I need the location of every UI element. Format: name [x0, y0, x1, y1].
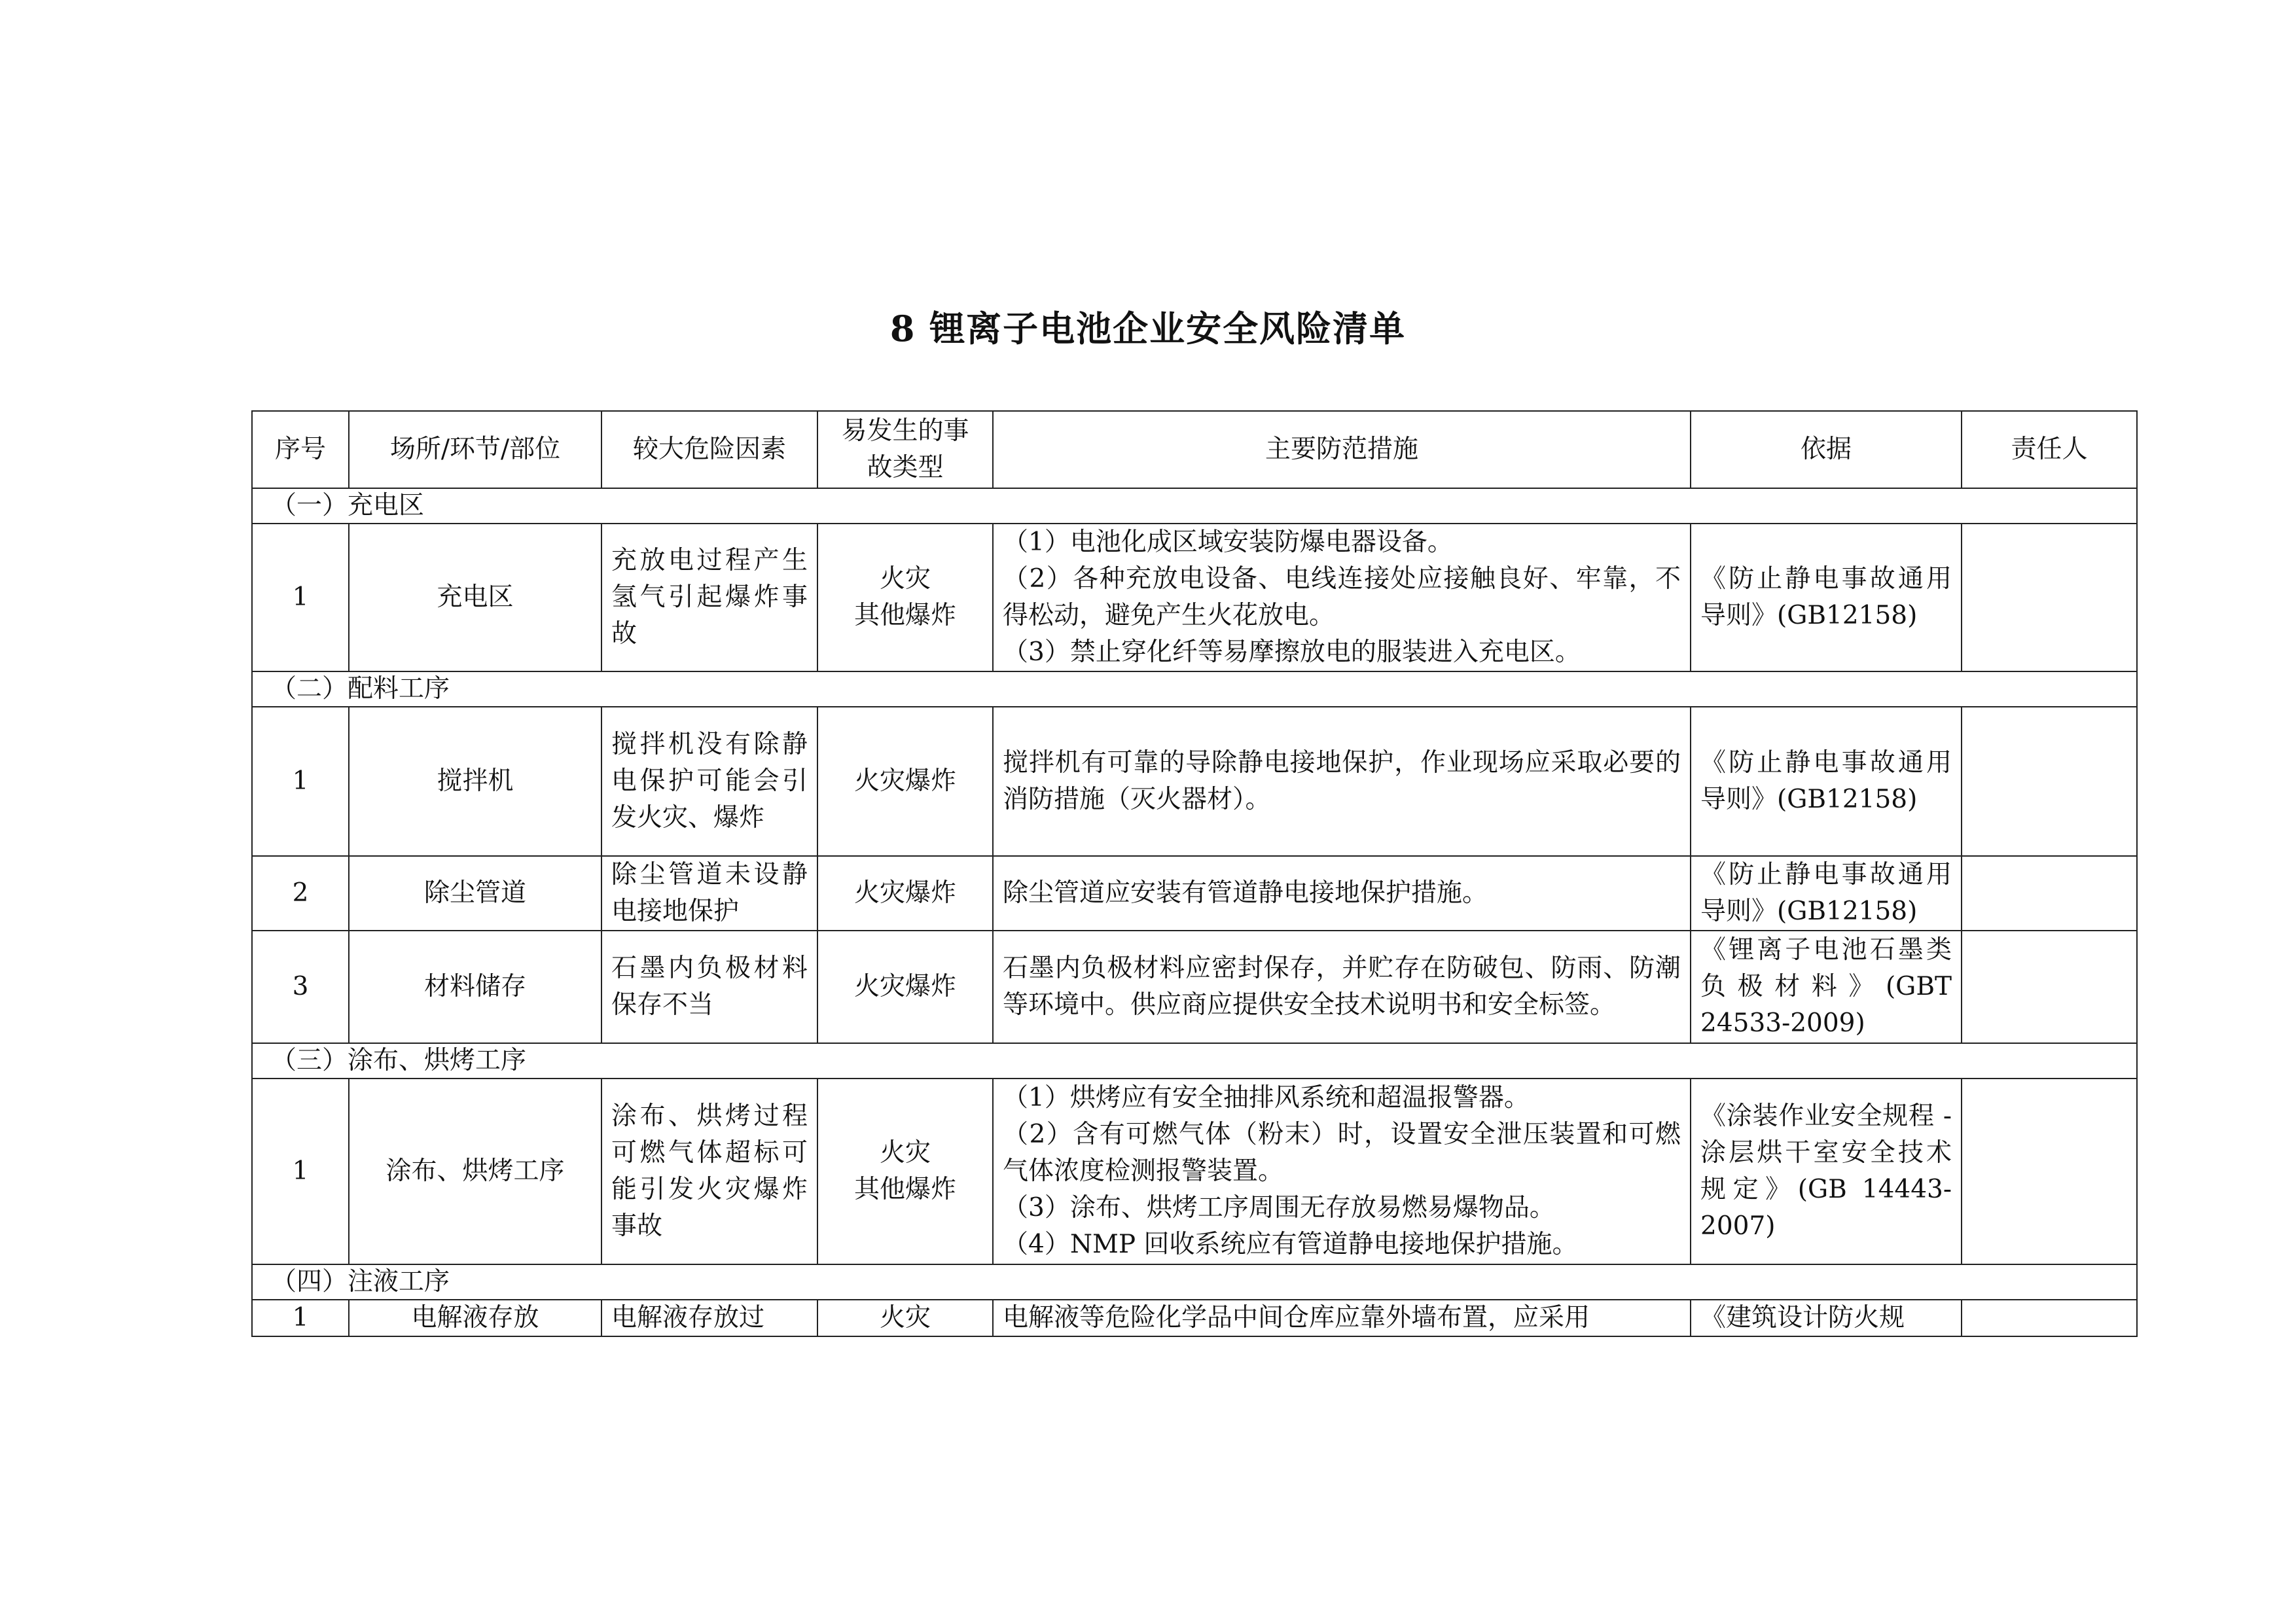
section-row [252, 1264, 2137, 1300]
cell-place: 材料储存 [349, 931, 601, 1043]
measure-line: （3）涂布、烘烤工序周围无存放易燃易爆物品。 [1003, 1193, 1555, 1222]
accident-line: 火灾 [879, 1138, 931, 1168]
risk-table [251, 410, 2138, 1337]
cell-accident [817, 524, 993, 671]
header-accident-line-2: 故类型 [867, 453, 944, 482]
cell-no: 1 [252, 1300, 349, 1336]
cell-hazard: 搅拌机没有除静电保护可能会引发火灾、爆炸 [601, 707, 817, 856]
cell-hazard: 石墨内负极材料保存不当 [601, 931, 817, 1043]
cell-no: 1 [252, 1079, 349, 1264]
table-row [252, 1079, 2137, 1264]
measure-line: （2）含有可燃气体（粉末）时，设置安全泄压装置和可燃气体浓度检测报警装置。 [1003, 1120, 1681, 1186]
cell-basis: 《建筑设计防火规 [1691, 1300, 1962, 1336]
measure-line: 电解液等危险化学品中间仓库应靠外墙布置，应采用 [1003, 1303, 1590, 1332]
section-row [252, 671, 2137, 707]
accident-line: 火灾爆炸 [853, 972, 956, 1001]
cell-responsible [1962, 1079, 2137, 1264]
accident-line: 火灾爆炸 [853, 766, 956, 796]
cell-accident [817, 856, 993, 931]
accident-line: 火灾 [879, 564, 931, 594]
measure-line: 除尘管道应安装有管道静电接地保护措施。 [1003, 878, 1488, 908]
cell-accident [817, 1079, 993, 1264]
cell-accident [817, 1300, 993, 1336]
cell-measures [993, 856, 1691, 931]
table-row [252, 856, 2137, 931]
cell-hazard: 除尘管道未设静电接地保护 [601, 856, 817, 931]
cell-basis: 《防止静电事故通用导则》(GB12158) [1691, 856, 1962, 931]
header-basis: 依据 [1691, 411, 1962, 488]
section-title: （二）配料工序 [252, 671, 2137, 707]
header-place: 场所/环节/部位 [349, 411, 601, 488]
page-title: 8 锂离子电池企业安全风险清单 [889, 308, 1407, 349]
cell-measures [993, 1079, 1691, 1264]
cell-responsible [1962, 524, 2137, 671]
measure-line: （1）电池化成区域安装防爆电器设备。 [1003, 527, 1453, 557]
table-row [252, 707, 2137, 856]
cell-no: 3 [252, 931, 349, 1043]
cell-responsible [1962, 707, 2137, 856]
accident-line: 火灾 [879, 1303, 931, 1332]
cell-no: 1 [252, 707, 349, 856]
cell-place: 除尘管道 [349, 856, 601, 931]
cell-responsible [1962, 931, 2137, 1043]
header-hazard: 较大危险因素 [601, 411, 817, 488]
cell-hazard: 涂布、烘烤过程可燃气体超标可能引发火灾爆炸事故 [601, 1079, 817, 1264]
section-row [252, 488, 2137, 524]
accident-line: 火灾爆炸 [853, 878, 956, 908]
cell-basis: 《防止静电事故通用导则》(GB12158) [1691, 524, 1962, 671]
section-title: （四）注液工序 [252, 1264, 2137, 1300]
measure-line: （3）禁止穿化纤等易摩擦放电的服装进入充电区。 [1003, 637, 1581, 667]
cell-measures [993, 707, 1691, 856]
header-responsible: 责任人 [1962, 411, 2137, 488]
cell-hazard: 电解液存放过 [601, 1300, 817, 1336]
cell-place: 充电区 [349, 524, 601, 671]
cell-basis: 《涂装作业安全规程 -涂层烘干室安全技术规定》(GB 14443-2007) [1691, 1079, 1962, 1264]
cell-basis: 《防止静电事故通用导则》(GB12158) [1691, 707, 1962, 856]
header-accident [817, 411, 993, 488]
cell-accident [817, 931, 993, 1043]
measure-line: （1）烘烤应有安全抽排风系统和超温报警器。 [1003, 1083, 1530, 1113]
cell-place: 涂布、烘烤工序 [349, 1079, 601, 1264]
cell-basis: 《锂离子电池石墨类负极材料》(GBT 24533-2009) [1691, 931, 1962, 1043]
section-title: （三）涂布、烘烤工序 [252, 1043, 2137, 1079]
measure-line: （4）NMP 回收系统应有管道静电接地保护措施。 [1003, 1230, 1578, 1259]
measure-line: 搅拌机有可靠的导除静电接地保护，作业现场应采取必要的消防措施（灭火器材）。 [1003, 748, 1681, 814]
section-title: （一）充电区 [252, 488, 2137, 524]
cell-no: 2 [252, 856, 349, 931]
measure-line: 石墨内负极材料应密封保存，并贮存在防破包、防雨、防潮等环境中。供应商应提供安全技术说明书和安全标签。 [1003, 954, 1681, 1020]
cell-measures [993, 524, 1691, 671]
section-row [252, 1043, 2137, 1079]
accident-line: 其他爆炸 [853, 1175, 956, 1204]
header-no: 序号 [252, 411, 349, 488]
cell-no: 1 [252, 524, 349, 671]
header-accident-line-1: 易发生的事 [841, 416, 969, 446]
table-row [252, 524, 2137, 671]
cell-place: 电解液存放 [349, 1300, 601, 1336]
cell-hazard: 充放电过程产生氢气引起爆炸事故 [601, 524, 817, 671]
measure-line: （2）各种充放电设备、电线连接处应接触良好、牢靠，不得松动，避免产生火花放电。 [1003, 564, 1681, 630]
cell-place: 搅拌机 [349, 707, 601, 856]
cell-responsible [1962, 1300, 2137, 1336]
cell-measures [993, 931, 1691, 1043]
table-row [252, 1300, 2137, 1336]
cell-responsible [1962, 856, 2137, 931]
table-header-row [252, 411, 2137, 488]
accident-line: 其他爆炸 [853, 601, 956, 630]
header-measures: 主要防范措施 [993, 411, 1691, 488]
table-row [252, 931, 2137, 1043]
cell-measures [993, 1300, 1691, 1336]
cell-accident [817, 707, 993, 856]
